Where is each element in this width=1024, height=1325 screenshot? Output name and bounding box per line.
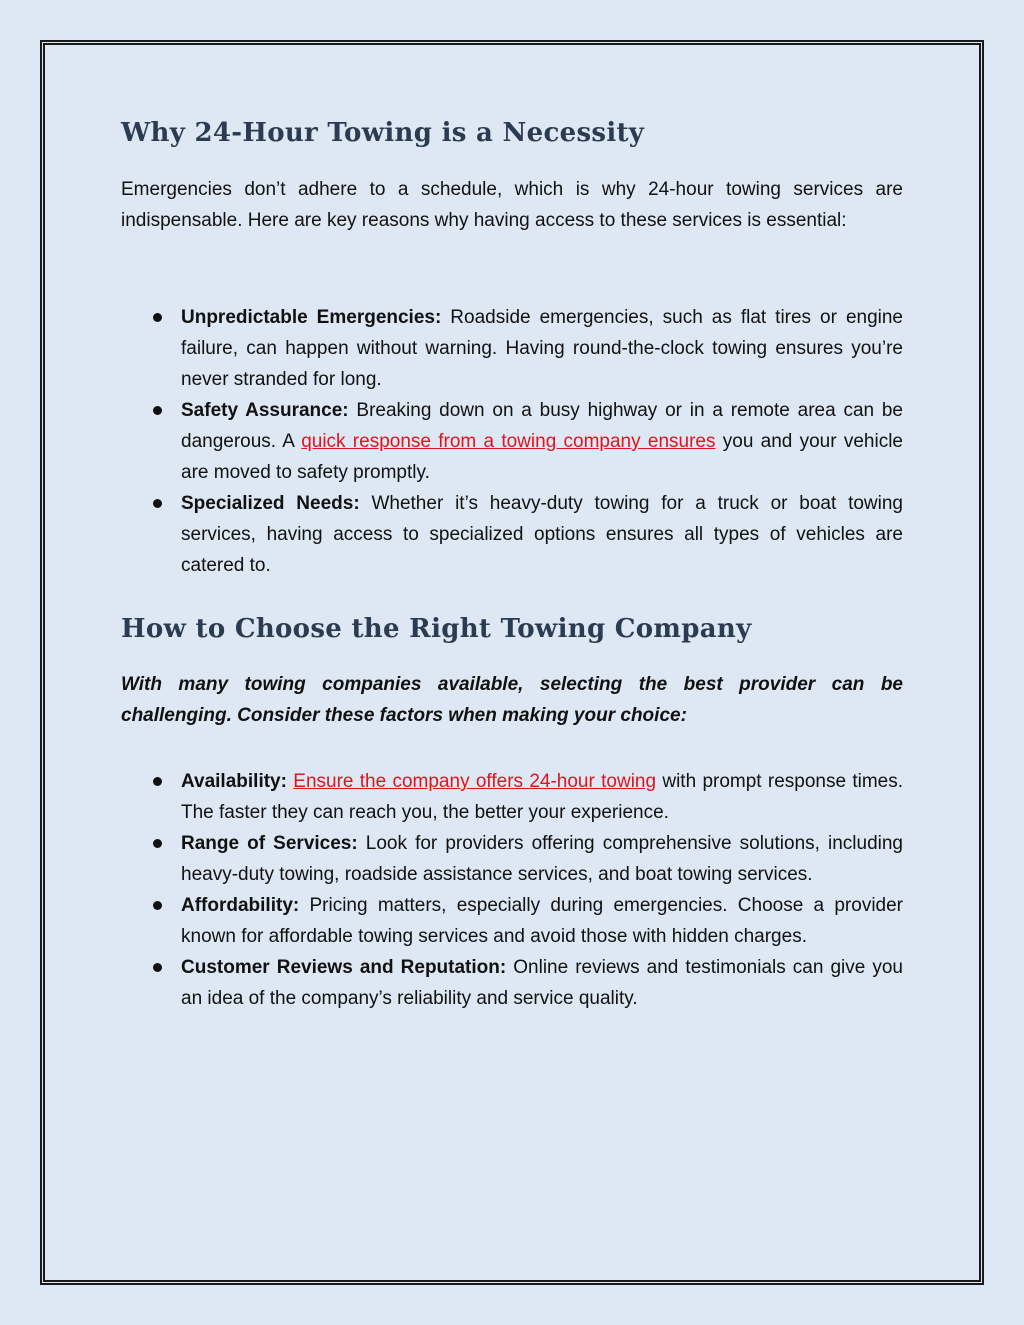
list-item-term: Unpredictable Emergencies: — [181, 307, 442, 328]
list-item-text-continued: with prompt response times. The faster they can reach you, the better your experience. — [181, 771, 904, 823]
section1-reasons-list — [121, 302, 903, 581]
section2-factors-list — [121, 766, 903, 1014]
list-item-term: Range of Services: — [181, 833, 358, 854]
list-item — [121, 828, 903, 890]
list-item-term: Affordability: — [181, 895, 300, 916]
list-item — [121, 766, 903, 828]
list-item-text: Whether it’s heavy-duty towing for a truck or boat towing services, having access to specialized options ensures all types of vehicles are catered to. — [181, 493, 903, 576]
list-item — [121, 952, 903, 1014]
list-item — [121, 890, 903, 952]
bullet-icon — [153, 777, 162, 786]
list-item-term: Availability: — [181, 771, 287, 792]
list-item — [121, 395, 903, 488]
bullet-icon — [153, 839, 162, 848]
list-item-text: Look for providers offering comprehensive solutions, including heavy-duty towing, roadside assistance services, and boat towing services. — [181, 833, 903, 885]
section1-intro-paragraph: Emergencies don’t adhere to a schedule, which is why 24-hour towing services are indispensable. Here are key reasons why having access to these services is essential: — [121, 179, 903, 231]
list-item-text: Pricing matters, especially during emergencies. Choose a provider known for affordable towing services and avoid those with hidden charges. — [181, 895, 903, 947]
section2-intro-paragraph: With many towing companies available, selecting the best provider can be challenging. Consider these factors when making your choice: — [121, 674, 903, 726]
list-item-text: Roadside emergencies, such as flat tires or engine failure, can happen without warning. Having round-the-clock towing ensures you’re never stranded for long. — [181, 307, 904, 390]
list-item — [121, 302, 903, 395]
list-item-text-continued: you and your vehicle are moved to safety promptly. — [181, 431, 903, 483]
list-item-text: Online reviews and testimonials can give you an idea of the company’s reliability and service quality. — [181, 957, 904, 1009]
bullet-icon — [153, 499, 162, 508]
towing-response-link[interactable]: quick response from a towing company ensures — [301, 431, 716, 452]
list-item — [121, 488, 903, 581]
bullet-icon — [153, 313, 162, 322]
list-item-term: Customer Reviews and Reputation: — [181, 957, 507, 978]
24-hour-towing-link[interactable]: Ensure the company offers 24-hour towing — [293, 771, 657, 792]
section-heading-choose-towing-company: How to Choose the Right Towing Company — [121, 614, 752, 644]
list-item-term: Safety Assurance: — [181, 400, 349, 421]
bullet-icon — [153, 963, 162, 972]
section-heading-why-24-hour-towing: Why 24-Hour Towing is a Necessity — [121, 118, 645, 148]
bullet-icon — [153, 406, 162, 415]
list-item-text: Breaking down on a busy highway or in a remote area can be dangerous. A — [181, 400, 903, 452]
list-item-term: Specialized Needs: — [181, 493, 360, 514]
bullet-icon — [153, 901, 162, 910]
